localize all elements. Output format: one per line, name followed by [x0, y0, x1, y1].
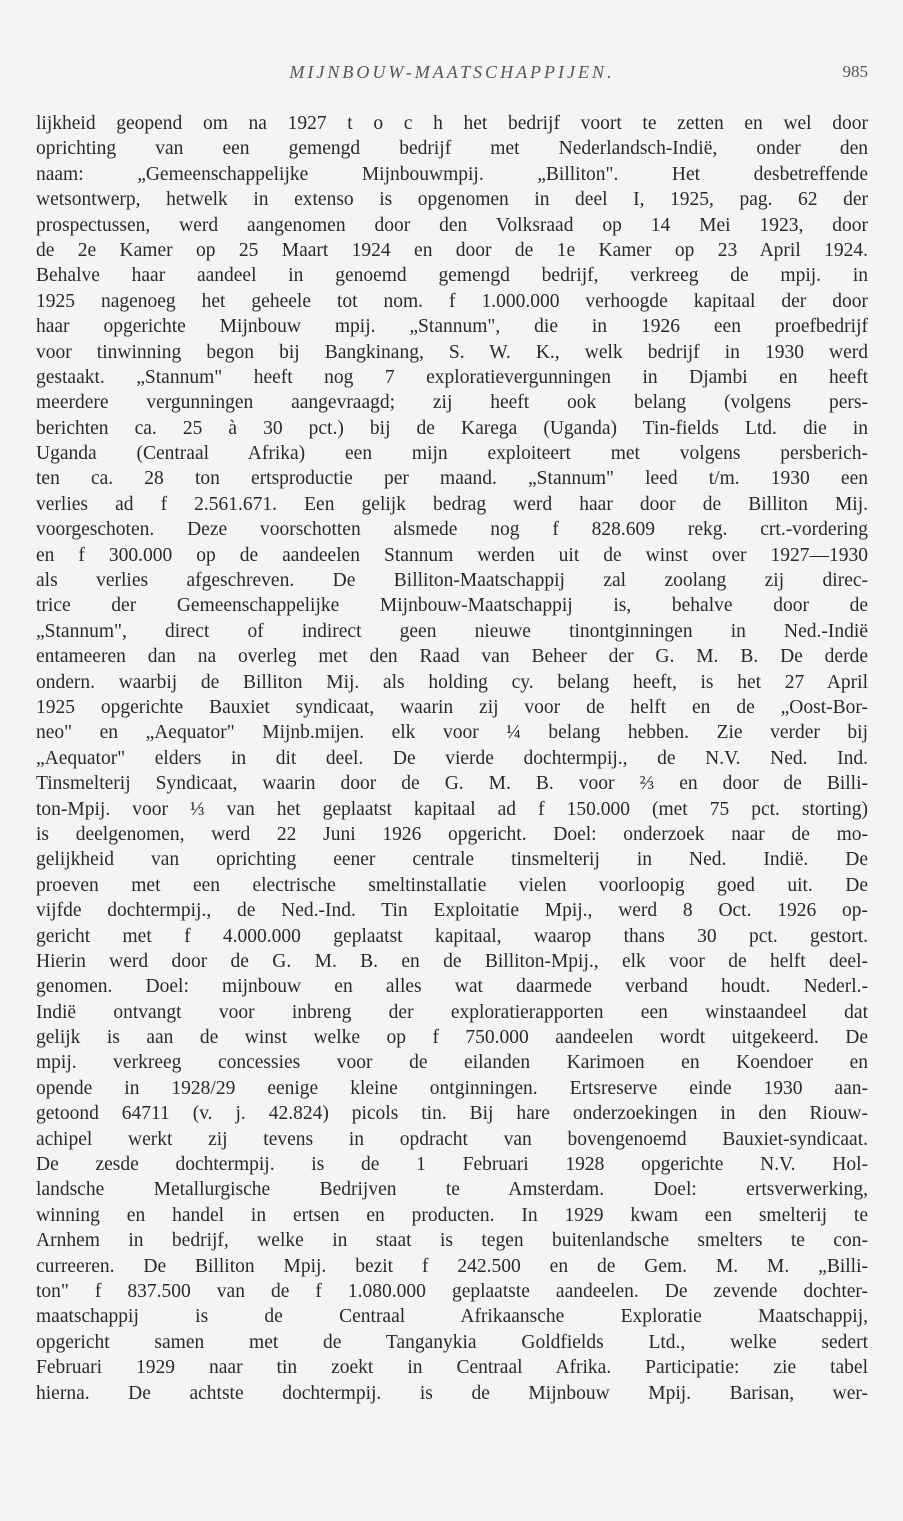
- text-line: Hierin werd door de G. M. B. en de Billiton-Mpij., elk voor de helft deel-: [36, 950, 868, 972]
- text-line: ten ca. 28 ton ertsproductie per maand. „Stannum" leed t/m. 1930 een: [36, 468, 868, 490]
- text-line: achipel werkt zij tevens in opdracht van bovengenoemd Bauxiet-syndicaat.: [36, 1128, 868, 1150]
- text-line: curreeren. De Billiton Mpij. bezit f 242.500 en de Gem. M. M. „Billi-: [36, 1255, 868, 1277]
- text-line: hierna. De achtste dochtermpij. is de Mijnbouw Mpij. Barisan, wer-: [36, 1382, 868, 1404]
- text-line: entameeren dan na overleg met den Raad van Beheer der G. M. B. De derde: [36, 646, 868, 668]
- text-line: neo" en „Aequator" Mijnb.mijen. elk voor ¼ belang hebben. Zie verder bij: [36, 722, 868, 744]
- text-line: naam: „Gemeenschappelijke Mijnbouwmpij. „Billiton". Het desbetreffende: [36, 163, 868, 185]
- text-line: lijkheid geopend om na 1927 t o c h het bedrijf voort te zetten en wel door: [36, 113, 868, 134]
- text-line: voorgeschoten. Deze voorschotten alsmede nog f 828.609 rekg. crt.-vordering: [36, 519, 868, 541]
- text-line: haar opgerichte Mijnbouw mpij. „Stannum", die in 1926 een proefbedrijf: [36, 316, 868, 338]
- text-line: ondern. waarbij de Billiton Mij. als holding cy. belang heeft, is het 27 April: [36, 671, 868, 693]
- text-line: Behalve haar aandeel in genoemd gemengd bedrijf, verkreeg de mpij. in: [36, 265, 868, 287]
- text-line: „Aequator" elders in dit deel. De vierde dochtermpij., de N.V. Ned. Ind.: [36, 747, 868, 769]
- text-line: oprichting van een gemengd bedrijf met Nederlandsch-Indië, onder den: [36, 138, 868, 160]
- text-line: gelijkheid van oprichting eener centrale tinsmelterij in Ned. Indië. De: [36, 849, 868, 871]
- text-line: landsche Metallurgische Bedrijven te Amsterdam. Doel: ertsverwerking,: [36, 1179, 868, 1201]
- text-line: en f 300.000 op de aandeelen Stannum werden uit de winst over 1927—1930: [36, 544, 868, 566]
- text-line: de 2e Kamer op 25 Maart 1924 en door de 1e Kamer op 23 April 1924.: [36, 239, 868, 261]
- text-line: verlies ad f 2.561.671. Een gelijk bedrag werd haar door de Billiton Mij.: [36, 493, 868, 515]
- text-line: Tinsmelterij Syndicaat, waarin door de G. M. B. voor ⅔ en door de Billi-: [36, 773, 868, 795]
- text-line: maatschappij is de Centraal Afrikaansche Exploratie Maatschappij,: [36, 1306, 868, 1328]
- running-title: MIJNBOUW-MAATSCHAPPIJEN.: [289, 62, 615, 82]
- text-line: 1925 nagenoeg het geheele tot nom. f 1.000.000 verhoogde kapitaal der door: [36, 290, 868, 312]
- text-line: opgericht samen met de Tanganykia Goldfields Ltd., welke sedert: [36, 1331, 868, 1353]
- text-line: trice der Gemeenschappelijke Mijnbouw-Maatschappij is, behalve door de: [36, 595, 868, 617]
- text-line: als verlies afgeschreven. De Billiton-Maatschappij zal zoolang zij direc-: [36, 570, 868, 592]
- text-line: gestaakt. „Stannum" heeft nog 7 exploratievergunningen in Djambi en heeft: [36, 366, 868, 388]
- text-line: ton" f 837.500 van de f 1.080.000 geplaatste aandeelen. De zevende dochter-: [36, 1280, 868, 1302]
- text-line: gericht met f 4.000.000 geplaatst kapitaal, waarop thans 30 pct. gestort.: [36, 925, 868, 947]
- text-line: „Stannum", direct of indirect geen nieuwe tinontginningen in Ned.-Indië: [36, 620, 868, 642]
- text-line: voor tinwinning begon bij Bangkinang, S. W. K., welk bedrijf in 1930 werd: [36, 341, 868, 363]
- text-line: berichten ca. 25 à 30 pct.) bij de Karega (Uganda) Tin-fields Ltd. die in: [36, 417, 868, 439]
- body-text: [36, 111, 868, 1406]
- page-number: 985: [842, 62, 868, 81]
- text-line: wetsontwerp, hetwelk in extenso is opgenomen in deel I, 1925, pag. 62 der: [36, 189, 868, 211]
- text-line: genomen. Doel: mijnbouw en alles wat daarmede verband houdt. Nederl.-: [36, 976, 868, 998]
- text-line: De zesde dochtermpij. is de 1 Februari 1928 opgerichte N.V. Hol-: [36, 1154, 868, 1176]
- text-line: prospectussen, werd aangenomen door den Volksraad op 14 Mei 1923, door: [36, 214, 868, 236]
- text-line: Indië ontvangt voor inbreng der exploratierapporten een winstaandeel dat: [36, 1001, 868, 1023]
- text-line: winning en handel in ertsen en producten. In 1929 kwam een smelterij te: [36, 1204, 868, 1226]
- text-line: gelijk is aan de winst welke op f 750.000 aandeelen wordt uitgekeerd. De: [36, 1027, 868, 1049]
- text-line: meerdere vergunningen aangevraagd; zij heeft ook belang (volgens pers-: [36, 392, 868, 414]
- text-line: mpij. verkreeg concessies voor de eilanden Karimoen en Koendoer en: [36, 1052, 868, 1074]
- text-line: opende in 1928/29 eenige kleine ontginningen. Ertsreserve einde 1930 aan-: [36, 1077, 868, 1099]
- text-line: getoond 64711 (v. j. 42.824) picols tin. Bij hare onderzoekingen in den Riouw-: [36, 1103, 868, 1125]
- text-line: Arnhem in bedrijf, welke in staat is tegen buitenlandsche smelters te con-: [36, 1230, 868, 1252]
- text-line: ton-Mpij. voor ⅓ van het geplaatst kapitaal ad f 150.000 (met 75 pct. storting): [36, 798, 868, 820]
- text-line: 1925 opgerichte Bauxiet syndicaat, waarin zij voor de helft en de „Oost-Bor-: [36, 696, 868, 718]
- text-line: vijfde dochtermpij., de Ned.-Ind. Tin Exploitatie Mpij., werd 8 Oct. 1926 op-: [36, 900, 868, 922]
- text-line: Februari 1929 naar tin zoekt in Centraal Afrika. Participatie: zie tabel: [36, 1357, 868, 1379]
- text-line: is deelgenomen, werd 22 Juni 1926 opgericht. Doel: onderzoek naar de mo-: [36, 823, 868, 845]
- text-line: proeven met een electrische smeltinstallatie vielen voorloopig goed uit. De: [36, 874, 868, 896]
- text-line: Uganda (Centraal Afrika) een mijn exploiteert met volgens persberich-: [36, 443, 868, 465]
- running-header: [36, 62, 868, 88]
